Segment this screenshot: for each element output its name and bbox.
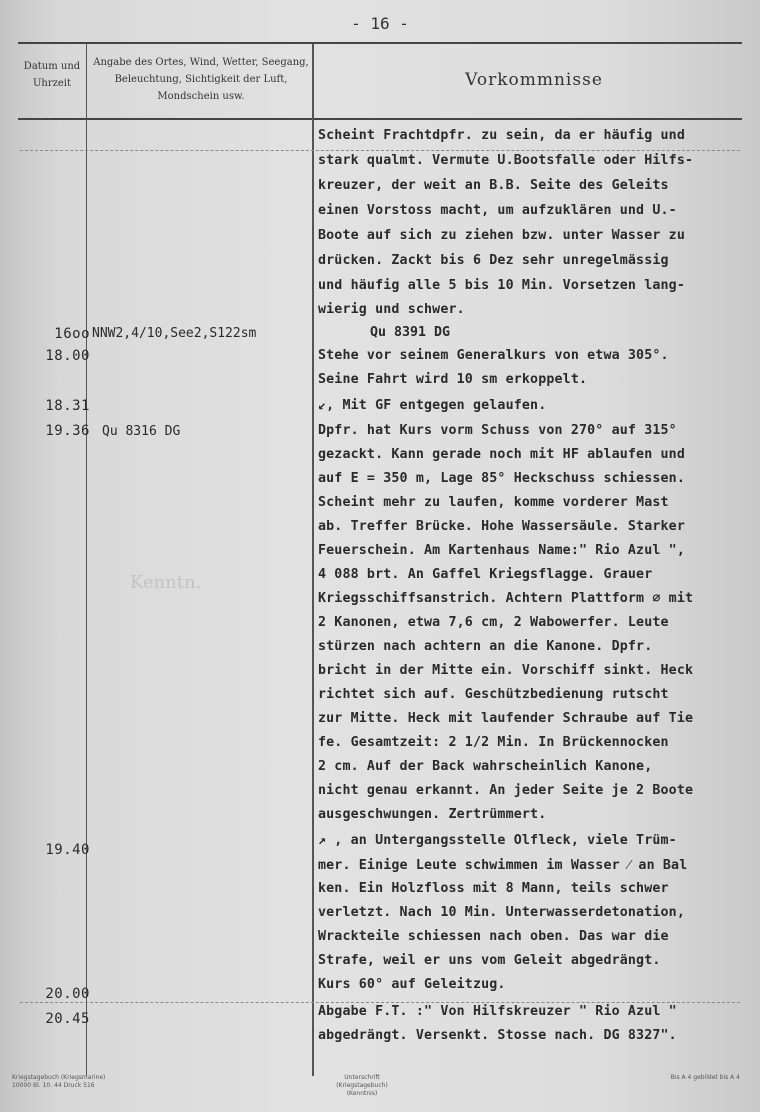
log-line: wierig und schwer. <box>318 302 465 317</box>
log-line: mer. Einige Leute schwimmen im Wasser ⁄ an Bal <box>318 858 688 873</box>
header-ort: Angabe des Ortes, Wind, Wetter, Seegang, Beleuchtung, Sichtigkeit der Luft, Mondschein usw. <box>93 57 309 102</box>
log-line: Scheint Frachtdpfr. zu sein, da er häufig und <box>318 128 685 143</box>
log-line: gezackt. Kann gerade noch mit HF ablaufen und <box>318 447 685 462</box>
weather-entry: NNW2,4/10,See2,S122sm <box>92 326 257 341</box>
log-line: Stehe vor seinem Generalkurs von etwa 305°. <box>318 348 669 363</box>
log-line: Kriegsschiffsanstrich. Achtern Plattform ⌀ mit <box>318 591 694 606</box>
log-line: und häufig alle 5 bis 10 Min. Vorsetzen lang- <box>318 278 685 293</box>
log-line: Strafe, weil er uns vom Geleit abgedrängt. <box>318 953 661 968</box>
log-line: fe. Gesamtzeit: 2 1/2 Min. In Brückennocken <box>318 735 669 750</box>
log-line: Feuerschein. Am Kartenhaus Name:" Rio Azul ", <box>318 543 685 558</box>
header-top-rule <box>18 42 742 44</box>
log-line: drücken. Zackt bis 6 Dez sehr unregelmässig <box>318 253 669 268</box>
log-line: Abgabe F.T. :" Von Hilfskreuzer " Rio Azul " <box>318 1004 677 1019</box>
log-line: Wrackteile schiessen nach oben. Das war die <box>318 929 669 944</box>
position-entry: Qu 8316 DG <box>102 424 181 439</box>
dotted-rule <box>20 1002 740 1003</box>
log-line: bricht in der Mitte ein. Vorschiff sinkt. Heck <box>318 663 694 678</box>
log-line: kreuzer, der weit an B.B. Seite des Geleits <box>318 178 669 193</box>
log-line: einen Vorstoss macht, um aufzuklären und U.- <box>318 203 677 218</box>
time-entry: 16oo <box>54 326 90 342</box>
grid-square-entry: Qu 8391 DG <box>370 325 451 340</box>
log-line: ↙, Mit GF entgegen gelaufen. <box>318 398 547 413</box>
log-line: Boote auf sich zu ziehen bzw. unter Wasser zu <box>318 228 685 243</box>
log-line: abgedrängt. Versenkt. Stosse nach. DG 8327". <box>318 1028 677 1043</box>
log-line: auf E = 350 m, Lage 85° Heckschuss schiessen. <box>318 471 685 486</box>
footer-form-note: Kriegstagebuch (Kriegsmarine) 10000 Bl. 10. 44 Druck 516 <box>12 1074 106 1089</box>
log-line: Dpfr. hat Kurs vorm Schuss von 270° auf 315° <box>318 423 677 438</box>
time-entry: 20.45 <box>45 1011 90 1027</box>
log-line: nicht genau erkannt. An jeder Seite je 2 Boote <box>318 783 694 798</box>
footer-signature-note: Unterschrift (Kriegstagebuch) (Kenntnis) <box>336 1074 388 1097</box>
log-line: richtet sich auf. Geschützbedienung rutscht <box>318 687 669 702</box>
log-line: ausgeschwungen. Zertrümmert. <box>318 807 547 822</box>
log-line: 4 088 brt. An Gaffel Kriegsflagge. Grauer <box>318 567 653 582</box>
time-entry: 20.00 <box>45 986 90 1002</box>
log-line: stürzen nach achtern an die Kanone. Dpfr. <box>318 639 653 654</box>
log-line: Kurs 60° auf Geleitzug. <box>318 977 506 992</box>
dotted-rule <box>20 150 740 151</box>
header-vorkommnisse: Vorkommnisse <box>465 70 603 90</box>
column-divider-1 <box>86 44 87 1076</box>
log-line: ken. Ein Holzfloss mit 8 Mann, teils schwer <box>318 881 669 896</box>
page-number: - 16 - <box>351 14 409 33</box>
header-bottom-rule <box>18 118 742 120</box>
column-divider-2 <box>312 44 314 1076</box>
time-entry: 19.40 <box>45 842 90 858</box>
log-line: 2 Kanonen, etwa 7,6 cm, 2 Wabowerfer. Leute <box>318 615 669 630</box>
log-line: stark qualmt. Vermute U.Bootsfalle oder Hilfs- <box>318 153 694 168</box>
log-line: 2 cm. Auf der Back wahrscheinlich Kanone, <box>318 759 653 774</box>
log-line: ↗ , an Untergangsstelle Ölfleck, viele Trüm- <box>318 833 677 848</box>
header-datum: Datum und Uhrzeit <box>23 61 81 89</box>
log-line: Seine Fahrt wird 10 sm erkoppelt. <box>318 372 588 387</box>
footer-format-note: Bis A 4 gebildet bis A 4 <box>670 1074 740 1081</box>
log-line: ab. Treffer Brücke. Hohe Wassersäule. Starker <box>318 519 685 534</box>
log-line: verletzt. Nach 10 Min. Unterwasserdetonation, <box>318 905 685 920</box>
log-line: zur Mitte. Heck mit laufender Schraube auf Tie <box>318 711 694 726</box>
bleed-through-text: Kenntn. <box>130 572 202 593</box>
time-entry: 18.00 <box>45 348 90 364</box>
time-entry: 19.36 <box>45 423 90 439</box>
time-entry: 18.31 <box>45 398 90 414</box>
log-line: Scheint mehr zu laufen, komme vorderer Mast <box>318 495 669 510</box>
